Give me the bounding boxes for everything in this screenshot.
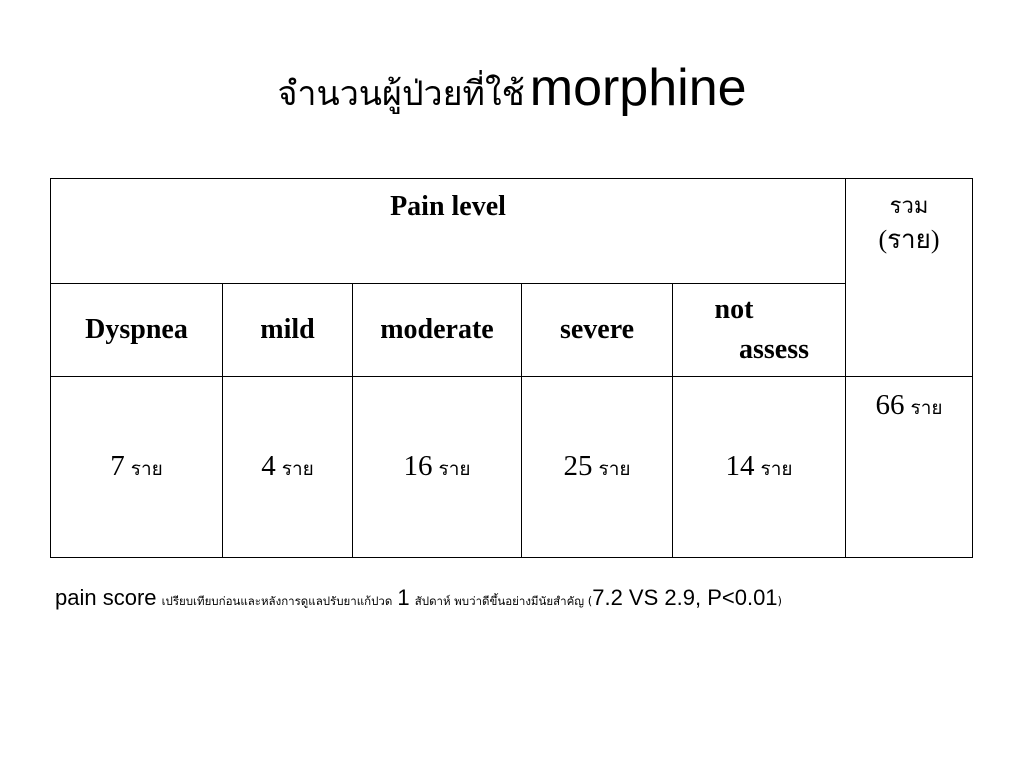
total-header-line2: (ราย) xyxy=(878,225,940,254)
column-header-moderate: moderate xyxy=(353,284,522,377)
pain-level-header xyxy=(51,179,846,284)
value-cell-total xyxy=(846,377,973,558)
note-stats: 7.2 VS 2.9, P<0.01 xyxy=(592,585,778,610)
value-unit: ราย xyxy=(281,458,314,480)
value-cell-moderate xyxy=(353,377,522,558)
column-header-dyspnea: Dyspnea xyxy=(51,284,223,377)
value-cell-severe xyxy=(522,377,673,558)
total-header xyxy=(846,179,973,377)
value-cell-not-assess xyxy=(673,377,846,558)
value-number: 7 xyxy=(110,450,125,482)
not-assess-line1: not xyxy=(714,294,754,325)
value-number: 14 xyxy=(725,450,755,482)
total-header-line1: รวม xyxy=(889,193,929,218)
value-number: 25 xyxy=(563,450,593,482)
note-thai-part2: สัปดาห์ พบว่าดีขึ้นอย่างมีนัยสำคัญ ( xyxy=(414,594,593,608)
note-prefix: pain score xyxy=(55,585,157,610)
value-unit: ราย xyxy=(130,458,163,480)
note-close-paren: ) xyxy=(777,594,783,608)
column-header-severe: severe xyxy=(522,284,673,377)
title-thai-text: จำนวนผู้ป่วยที่ใช้ xyxy=(277,74,525,114)
slide-title xyxy=(0,58,1024,120)
note-week-number: 1 xyxy=(397,585,410,610)
value-cell-dyspnea xyxy=(51,377,223,558)
column-header-not-assess xyxy=(673,284,846,377)
pain-score-note xyxy=(55,585,782,611)
value-unit: ราย xyxy=(438,458,471,480)
note-thai-part1: เปรียบเทียบก่อนและหลังการดูแลปรับยาแก้ปวด xyxy=(161,594,393,608)
total-unit: ราย xyxy=(910,397,943,419)
value-number: 4 xyxy=(261,450,276,482)
pain-level-label: Pain level xyxy=(390,191,506,222)
value-number: 16 xyxy=(403,450,433,482)
morphine-patients-table xyxy=(50,178,973,558)
column-header-mild: mild xyxy=(223,284,353,377)
value-unit: ราย xyxy=(598,458,631,480)
value-unit: ราย xyxy=(760,458,793,480)
value-cell-mild xyxy=(223,377,353,558)
not-assess-line2: assess xyxy=(738,334,809,365)
total-number: 66 xyxy=(875,389,905,421)
title-english-text: morphine xyxy=(529,59,747,117)
